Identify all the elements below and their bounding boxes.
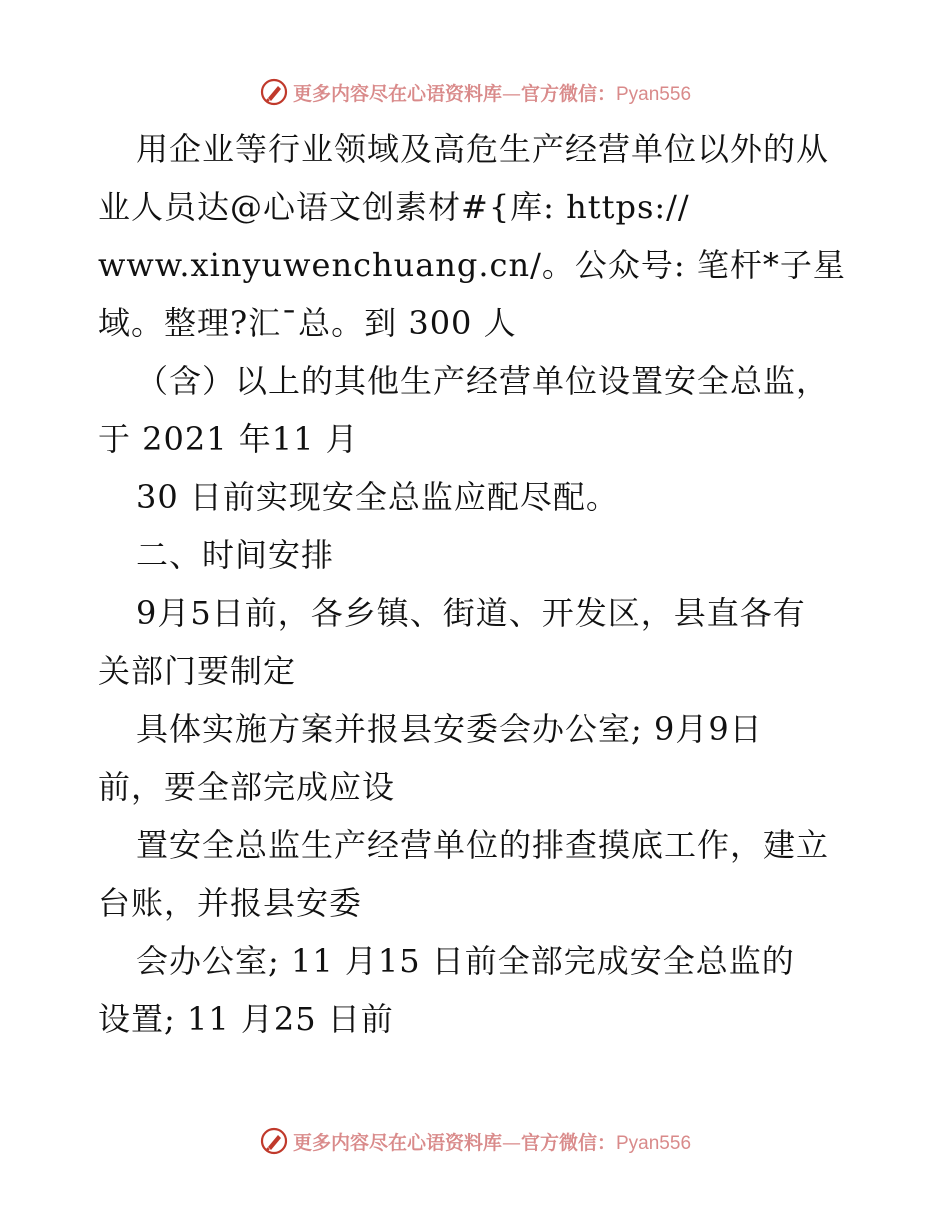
watermark-text <box>293 79 691 106</box>
pen-logo-icon <box>259 77 289 107</box>
watermark-dash: — <box>501 82 521 105</box>
watermark-site: 更多内容尽在心语资料库 <box>292 1131 502 1154</box>
text-line: 9月5日前，各乡镇、街道、开发区，县直各有 <box>136 594 806 632</box>
text-line: 前，要全部完成应设 <box>98 768 396 806</box>
text-line: 设置; 11 月25 日前 <box>98 1000 394 1038</box>
watermark-wechat-label: 官方微信： <box>520 1131 616 1154</box>
footer-watermark <box>0 1121 950 1161</box>
text-line: 会办公室; 11 月15 日前全部完成安全总监的 <box>136 942 795 980</box>
text-line: www.xinyuwenchuang.cn/。公众号: 笔杆*子星 <box>98 246 846 284</box>
section-heading: 二、时间安排 <box>136 536 335 574</box>
watermark-dash: — <box>501 1131 521 1154</box>
header-watermark <box>0 72 950 112</box>
watermark-wechat-id: Pyan556 <box>616 1132 692 1154</box>
pen-logo-icon <box>259 1126 289 1156</box>
text-line: 域。整理?汇¯总。到 300 人 <box>98 304 517 342</box>
text-line: 台账，并报县安委 <box>98 884 363 922</box>
text-line: （含）以上的其他生产经营单位设置安全总监， <box>136 362 830 400</box>
watermark-wechat-label: 官方微信： <box>520 82 616 105</box>
watermark-text <box>293 1128 691 1155</box>
document-body <box>98 120 868 1048</box>
text-line: 关部门要制定 <box>98 652 297 690</box>
watermark-wechat-id: Pyan556 <box>616 83 692 105</box>
text-line: 30 日前实现安全总监应配尽配。 <box>136 478 619 516</box>
watermark-site: 更多内容尽在心语资料库 <box>292 82 502 105</box>
text-line: 于 2021 年11 月 <box>98 420 359 458</box>
text-line: 业人员达@心语文创素材#{库: https:// <box>98 188 690 226</box>
text-line: 用企业等行业领域及高危生产经营单位以外的从 <box>136 130 830 168</box>
text-line: 具体实施方案并报县安委会办公室; 9月9日 <box>136 710 763 748</box>
text-line: 置安全总监生产经营单位的排查摸底工作，建立 <box>136 826 830 864</box>
